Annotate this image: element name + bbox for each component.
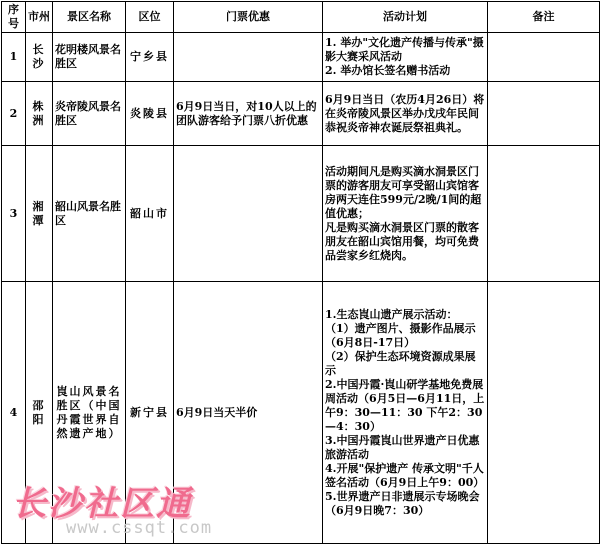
- cell-plan: [323, 82, 488, 146]
- cell-district: 炎陵县: [126, 82, 174, 146]
- cell-ticket: [174, 146, 323, 282]
- header-district: 区位: [126, 2, 174, 33]
- header-row: [2, 2, 600, 33]
- cell-scenic: 崀山风景名胜区（中国丹霞世界自然遗产地）: [53, 282, 126, 544]
- cell-district: 韶山市: [126, 146, 174, 282]
- header-ticket: 门票优惠: [174, 2, 323, 33]
- cell-city: 长沙: [26, 33, 53, 82]
- table-row: [2, 282, 600, 544]
- cell-district: 宁乡县: [126, 33, 174, 82]
- watermark-url: www.cssqt.com: [66, 518, 213, 538]
- plan-line: 凡是购买滴水洞景区门票的散客朋友在韶山宾馆用餐，均可免费品尝家乡红烧肉。: [325, 220, 479, 262]
- cell-remark: [488, 33, 600, 82]
- plan-line: 1.生态崀山遗产展示活动：: [325, 307, 458, 321]
- cell-ticket: [174, 33, 323, 82]
- cell-scenic: 花明楼风景名胜区: [53, 33, 126, 82]
- cell-no: 2: [2, 82, 26, 146]
- cell-no: 1: [2, 33, 26, 82]
- cell-ticket: 6月9日当日，对10人以上的团队游客给予门票八折优惠: [174, 82, 323, 146]
- header-city: 市州: [26, 2, 53, 33]
- cell-no: 3: [2, 146, 26, 282]
- cell-remark: [488, 282, 600, 544]
- header-scenic: 景区名称: [53, 2, 126, 33]
- cell-district: 新宁县: [126, 282, 174, 544]
- header-no: 序号: [2, 2, 26, 33]
- plan-line: 2.中国丹霞·崀山研学基地免费展周活动（6月5日—6月11日，上午9：30—11：30 下午2：30—4：30）: [325, 377, 485, 433]
- activity-table: [1, 1, 600, 544]
- plan-line: 2. 举办馆长签名赠书活动: [325, 64, 451, 77]
- cell-city: 邵阳: [26, 282, 53, 544]
- cell-ticket: 6月9日当天半价: [174, 282, 323, 544]
- plan-line: （2）保护生态环境资源成果展示: [325, 349, 476, 377]
- plan-line: 6月9日当日（农历4月26日）将在炎帝陵风景区举办戊戌年民间恭祝炎帝神农诞辰祭祖典礼。: [325, 92, 485, 134]
- table-row: [2, 33, 600, 82]
- table-row: [2, 82, 600, 146]
- cell-no: 4: [2, 282, 26, 544]
- plan-line: 活动期间凡是购买滴水洞景区门票的游客朋友可享受韶山宾馆客房两天连住599元/2晚/1间的超值优惠；: [325, 164, 482, 220]
- plan-line: 1. 举办"文化遗产传播与传承"摄影大赛采风活动: [325, 36, 484, 63]
- cell-scenic: 韶山风景名胜区: [53, 146, 126, 282]
- cell-plan: [323, 146, 488, 282]
- cell-scenic: 炎帝陵风景名胜区: [53, 82, 126, 146]
- plan-line: 4.开展"保护遗产 传承文明"千人签名活动（6月9日上午9：00）: [325, 461, 485, 489]
- cell-remark: [488, 82, 600, 146]
- plan-line: 5.世界遗产日非遗展示专场晚会（6月9日晚7：30）: [325, 489, 480, 517]
- header-remark: 备注: [488, 2, 600, 33]
- plan-line: 3.中国丹霞崀山世界遗产日优惠旅游活动: [325, 433, 480, 461]
- cell-plan: [323, 33, 488, 82]
- cell-plan: [323, 282, 488, 544]
- watermark-logo-text: 长沙社区通: [12, 484, 192, 524]
- cell-city: 株洲: [26, 82, 53, 146]
- plan-line: （1）遗产图片、摄影作品展示（6月8日-17日）: [325, 321, 476, 349]
- header-plan: 活动计划: [323, 2, 488, 33]
- cell-remark: [488, 146, 600, 282]
- table-row: [2, 146, 600, 282]
- cell-city: 湘潭: [26, 146, 53, 282]
